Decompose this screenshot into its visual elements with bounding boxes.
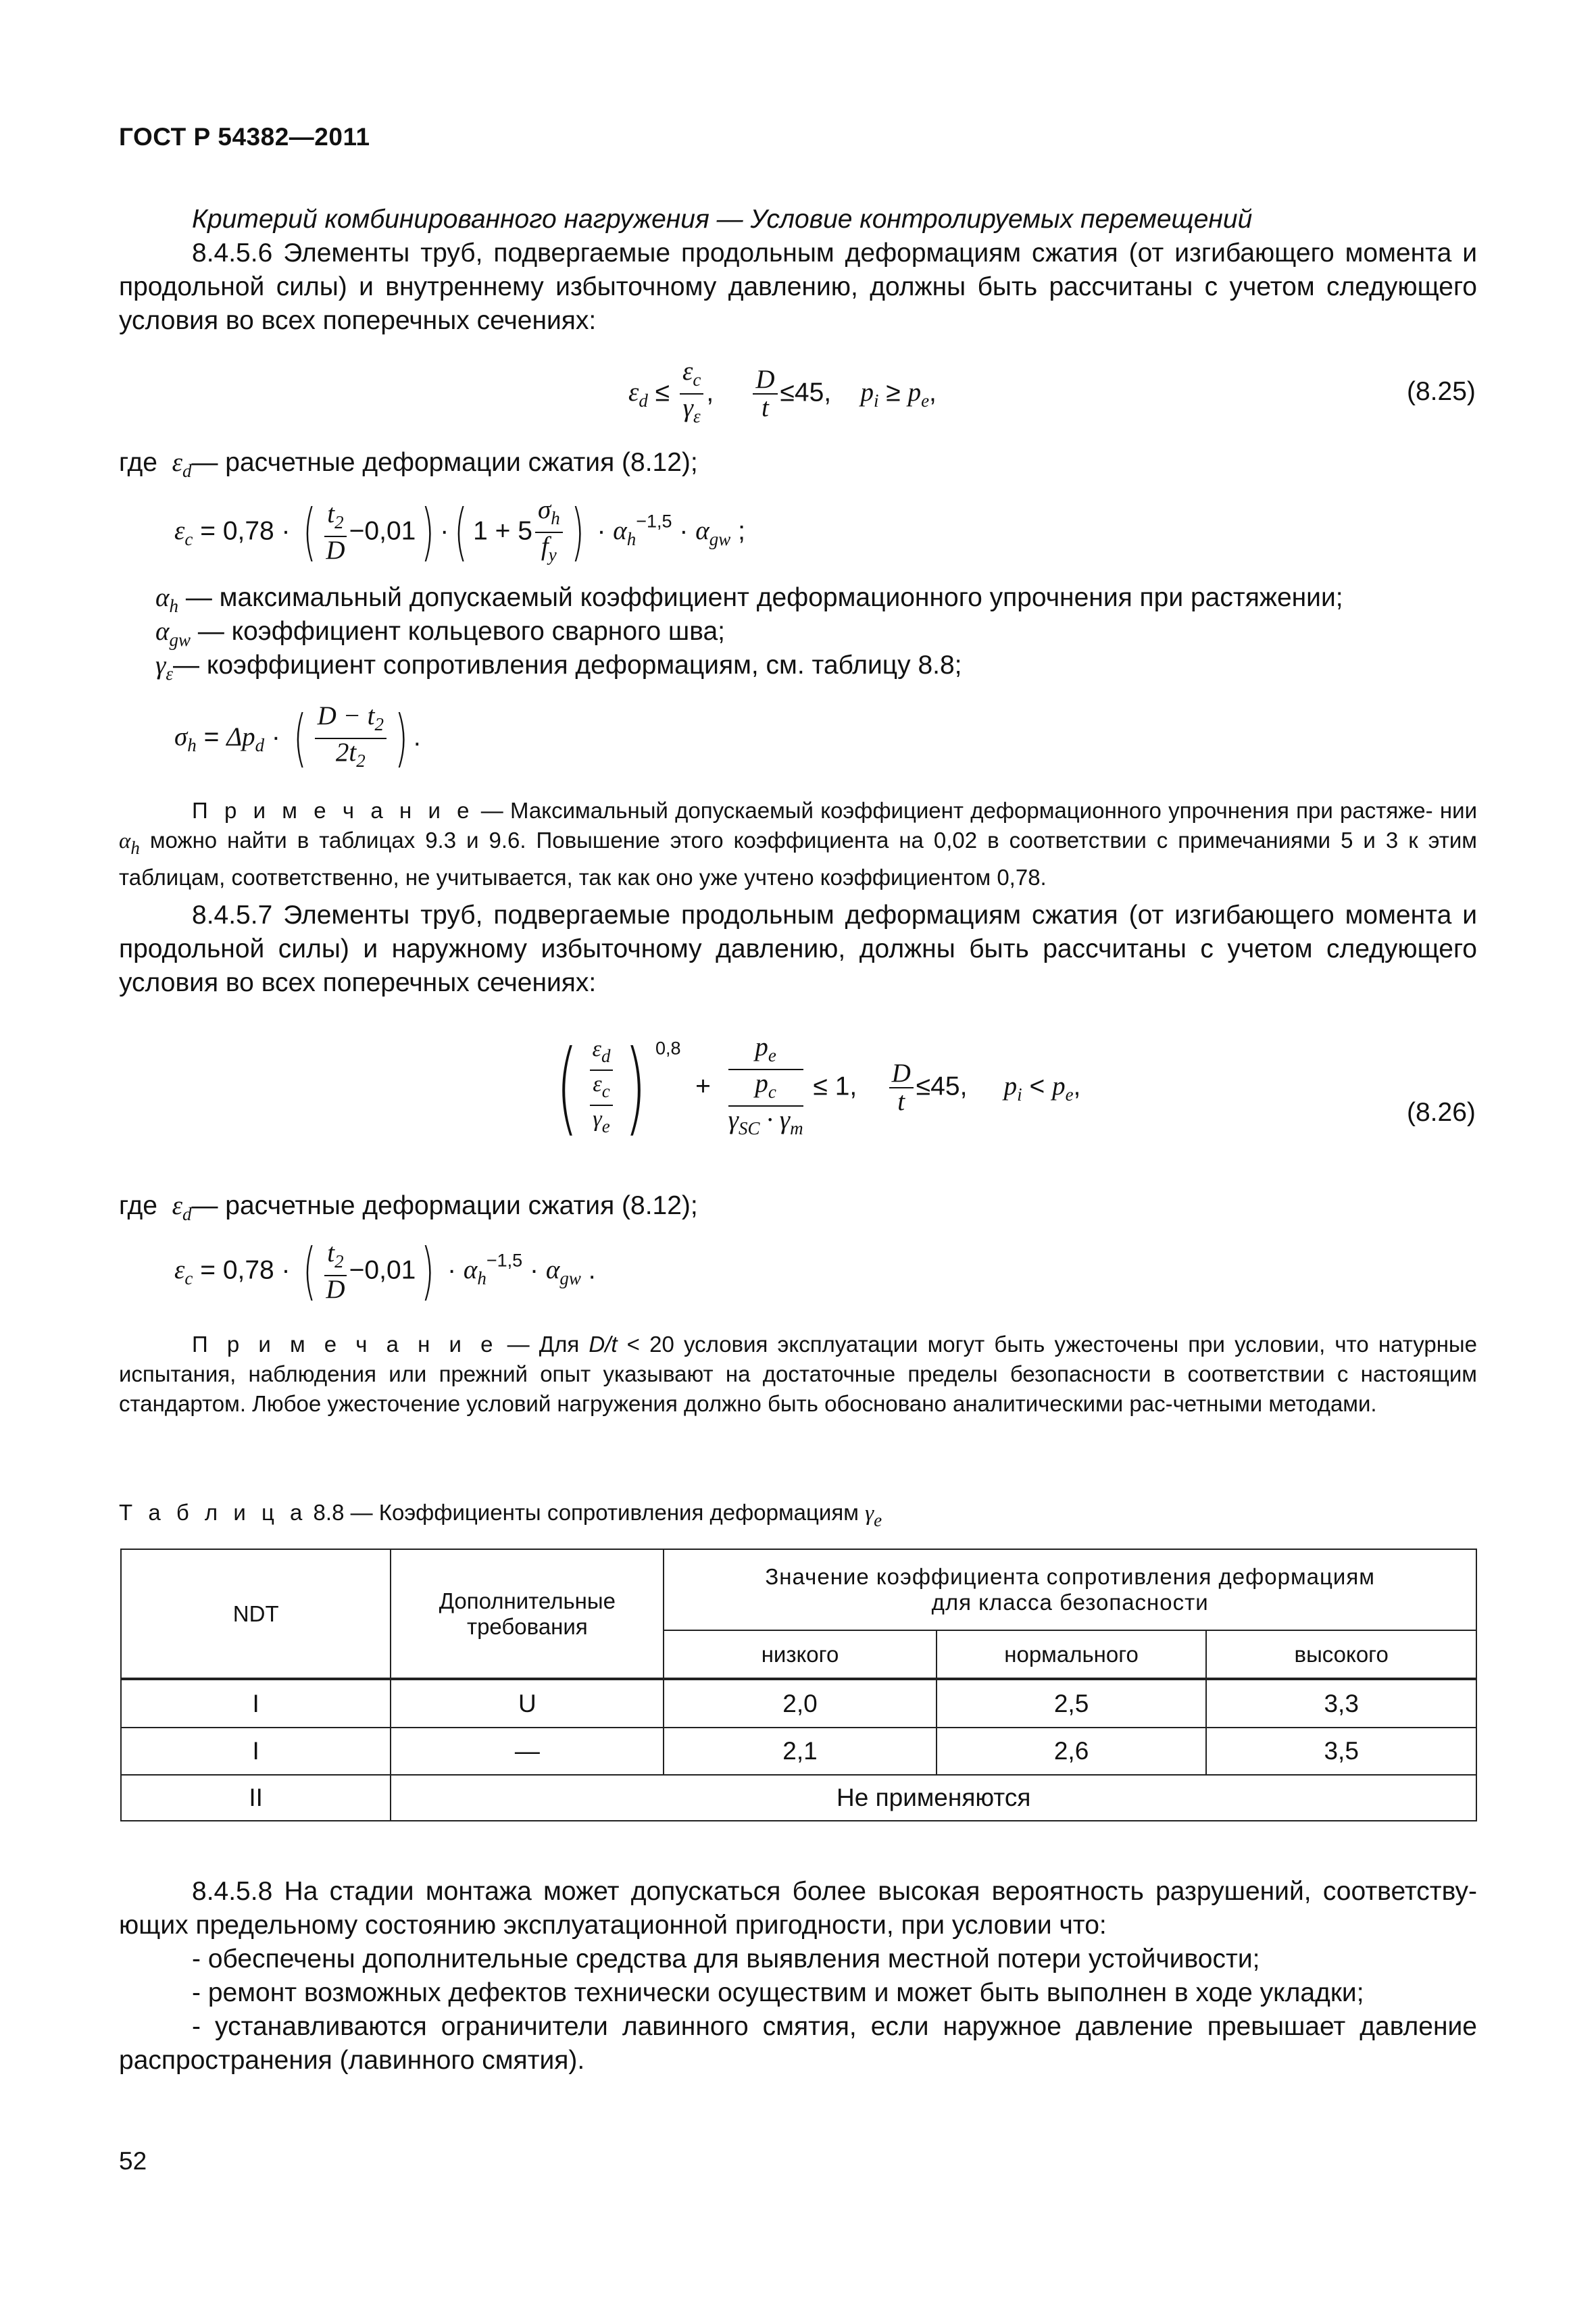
list-item: - обеспечены дополнительные средства для выявления местной потери устойчивости; — [192, 1944, 1260, 1973]
equation-8-25: $\varepsilon_d$ ≤ $\frac{\varepsilon_c}{\gamma_\varepsilon}$ , $\frac{D}{t}$ ≤45, $p_i \ge p_e$, — [628, 357, 937, 426]
header-requirements: Дополнительные требования — [391, 1549, 664, 1679]
list-item: - ремонт возможных дефектов технически осуществим и может быть выполнен в ходе укладки; — [192, 1978, 1364, 2007]
equation-number-8-25: (8.25) — [1407, 377, 1476, 406]
eps-d-definition-2: где $\varepsilon_d—$ расчетные деформации сжатия (8.12); — [119, 1191, 698, 1224]
header-normal: нормального — [937, 1630, 1207, 1679]
eps-d-definition-1: где $\varepsilon_d—$ расчетные деформации сжатия (8.12); — [119, 448, 698, 481]
equation-8-26: ( $\varepsilon_d$ $\varepsilon_c$ $\gamma_e$ ) $^{0,8}$ + $p_e$ $p_c$ $\gamma_{SC} \cdot \gamma_m$ ≤ 1, $\frac{D}{t}$ ≤45, $p_i < p_e$, — [556, 1029, 1081, 1147]
paragraph-8-4-5-7: 8.4.5.7 Элементы труб, подвергаемые продольным деформациям сжатия (от изгибающего момента и продольной силы) и наружному избыточному давлению, должны быть рассчитаны с учетом следующего условия во всех поперечных сечениях: — [119, 901, 1477, 997]
table-caption: Т а б л и ц а 8.8 — Коэффициенты сопротивления деформациям $\gamma_e$ — [119, 1500, 882, 1530]
paragraph-8-4-5-6: 8.4.5.6 Элементы труб, подвергаемые продольным деформациям сжатия (от изгибающего момента и продольной силы) и внутреннему избыточному давлению, должны быть рассчитаны с учетом следующего условия во всех поперечных сечениях: — [119, 238, 1477, 335]
document-header: ГОСТ Р 54382—2011 — [119, 123, 370, 151]
paragraph-8-4-5-8: 8.4.5.8 На стадии монтажа может допускаться более высокая вероятность разрушений, соответству-ющих предельному состоянию эксплуатационной пригодности, при условии что: — [119, 1877, 1477, 1940]
note-2: П р и м е ч а н и е — Для D/t < 20 условия эксплуатации могут быть ужесточены при условии, что натурные испытания, наблюдения или прежний опыт указывают на достаточные пределы безопасности в соответствии с настоящим стандартом. Любое ужесточение условий нагружения должно быть обосновано аналитическими рас-четными методами. — [119, 1332, 1477, 1416]
alpha-gw-definition: $\alpha_{gw}$ — коэффициент кольцевого сварного шва; — [155, 617, 726, 650]
table-row: II Не применяются — [121, 1775, 1476, 1821]
eps-c-formula-1: $\varepsilon_c = 0,78$ · ( $\frac{t_2}{D}$ −0,01) ·( 1 + 5 $\frac{\sigma_h}{f_y}$ ) · $\alpha_h^{-1,5} \cdot \alpha_{gw}$ ; — [174, 495, 745, 568]
page-number: 52 — [119, 2147, 147, 2175]
gamma-eps-definition: $\gamma_\varepsilon—$ коэффициент сопротивления деформациям, см. таблицу 8.8; — [155, 651, 962, 684]
header-ndt: NDT — [121, 1549, 391, 1679]
alpha-h-definition: $\alpha_h$ — максимальный допускаемый коэффициент деформационного упрочнения при растяжении; — [155, 583, 1343, 616]
header-high: высокого — [1206, 1630, 1476, 1679]
header-group: Значение коэффициента сопротивления деформациям для класса безопасности — [664, 1549, 1476, 1630]
table-row: I U 2,0 2,5 3,3 — [121, 1679, 1476, 1728]
section-heading: Критерий комбинированного нагружения — Условие контролируемых перемещений — [192, 205, 1253, 234]
list-item: - устанавливаются ограничители лавинного смятия, если наружное давление превышает давление распространения (лавинного смятия). — [119, 2012, 1477, 2075]
note-1: П р и м е ч а н и е — Максимальный допускаемый коэффициент деформационного упрочнения при растяже- нии $\alpha_h$ можно найти в таблицах 9.3 и 9.6. Повышение этого коэффициента на 0,02 в соответствии с примечаниями 5 и 3 к этим таблицам, соответственно, не учитывается, так как оно уже учтено коэффициентом 0,78. — [119, 798, 1477, 890]
equation-number-8-26: (8.26) — [1407, 1098, 1476, 1127]
table-8-8 — [120, 1549, 1477, 1821]
table-row: I — 2,1 2,6 3,5 — [121, 1728, 1476, 1775]
eps-c-formula-2: $\varepsilon_c = 0,78$ · ( $\frac{t_2}{D}$ $-0,01) \cdot \alpha_h^{-1,5} \cdot \alpha_{gw}$ . — [174, 1235, 596, 1307]
sigma-h-formula: $\sigma_h = \Delta p_d$ · ( $\frac{D - t_2}{2t_2}$ ) . — [174, 701, 421, 774]
header-low: низкого — [664, 1630, 937, 1679]
